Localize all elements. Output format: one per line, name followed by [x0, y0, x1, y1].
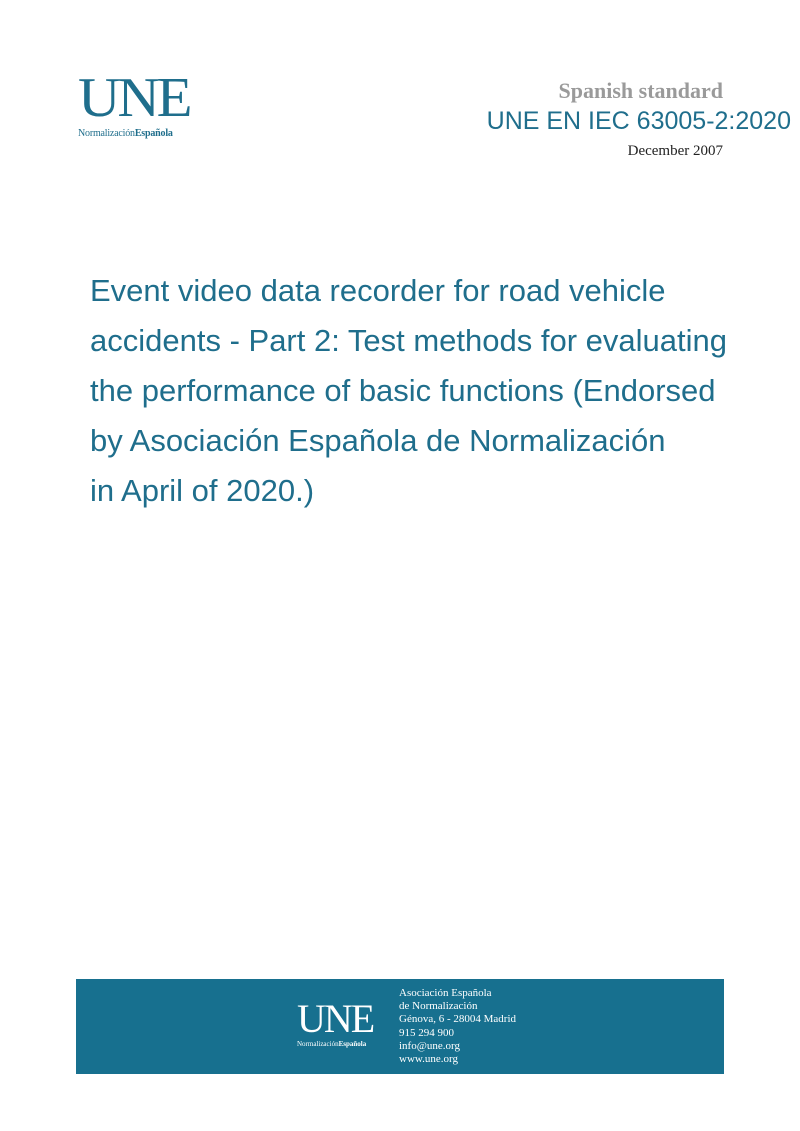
doc-type-label: Spanish standard — [558, 78, 723, 103]
logo-sub-regular: Normalización — [78, 128, 135, 139]
header-doc-type — [559, 78, 723, 104]
une-logo-word: UNE — [78, 67, 190, 129]
footer-logo-word: UNE — [297, 996, 374, 1041]
org-website: www.une.org — [399, 1053, 458, 1066]
footer-banner — [76, 979, 724, 1074]
une-logo-subtitle — [78, 128, 184, 139]
publication-date: December 2007 — [627, 143, 723, 159]
org-phone: 915 294 900 — [399, 1026, 454, 1039]
title-line: Event video data recorder for road vehicle — [90, 273, 666, 308]
title-line: in April of 2020.) — [90, 473, 315, 508]
title-line: by Asociación Española de Normalización — [90, 423, 666, 458]
title-line: accidents - Part 2: Test methods for evaluating — [90, 323, 727, 358]
footer-logo-sub-bold: Española — [338, 1040, 367, 1048]
org-name-line2: de Normalización — [399, 1000, 478, 1013]
footer-une-logo — [297, 996, 374, 1048]
une-logo — [78, 67, 190, 139]
org-email: info@une.org — [399, 1039, 460, 1052]
org-name-line1: Asociación Española — [399, 987, 492, 999]
standard-code: UNE EN IEC 63005-2:2020 — [486, 107, 791, 135]
logo-sub-bold: Española — [134, 128, 173, 139]
document-title — [90, 266, 770, 516]
title-line: the performance of basic functions (Endorsed — [90, 373, 716, 408]
org-address: Génova, 6 - 28004 Madrid — [399, 1013, 517, 1026]
footer-logo-sub-regular: Normalización — [297, 1040, 339, 1048]
footer-contact-info — [399, 987, 516, 1066]
footer-logo-subtitle — [297, 1040, 373, 1048]
